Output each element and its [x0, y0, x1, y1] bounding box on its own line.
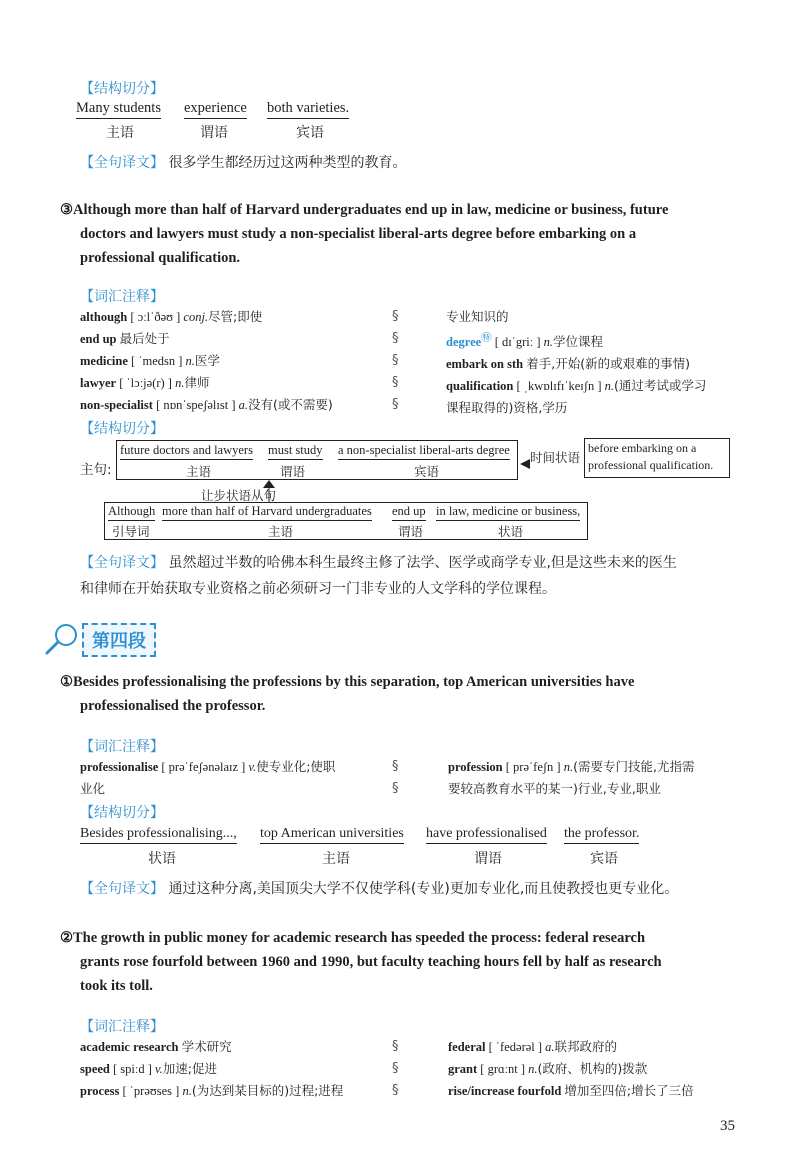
trans-tag-4-1: 【全句译文】: [80, 881, 164, 897]
sentence-4-1-line-1: ①Besides professionalising the professions by this separation, top American universities have: [60, 674, 635, 690]
main-subject: future doctors and lawyers: [120, 443, 253, 460]
special-mark-icon: ㊕: [481, 333, 492, 344]
part-subject-label: 主语: [322, 851, 350, 867]
sentence-4-2-line-2: grants rose fourfold between 1960 and 1990, but faculty teaching hours fell by half as research: [80, 954, 662, 970]
part-adverbial: Besides professionalising...,: [80, 826, 237, 844]
part-predicate-label: 谓语: [474, 851, 502, 867]
vocab-entry: federal [ ˈfedərəl ] a.联邦政府的: [448, 1039, 618, 1054]
translation-3-line-2: 和律师在开始获取专业资格之前必须研习一门非专业的人文学科的学位课程。: [80, 581, 556, 597]
main-object: a non-specialist liberal-arts degree: [338, 443, 510, 460]
struct-tag-1: 【结构切分】: [80, 81, 164, 97]
part-object: both varieties.: [267, 100, 349, 119]
part-adverbial-label: 状语: [148, 851, 176, 867]
arrow-left-icon: [520, 454, 530, 464]
main-predicate-label: 谓语: [280, 464, 306, 479]
vocab-entry: qualification [ ˌkwɒlɪfɪˈkeɪʃn ] n.(通过考试或学习: [446, 378, 707, 394]
time-adverbial-text: before embarking on a professional qualification.: [588, 441, 714, 472]
sentence-3-line-1: ③Although more than half of Harvard undergraduates end up in law, medicine or business, future: [60, 202, 669, 218]
main-predicate: must study: [268, 443, 323, 460]
vocab-entry: lawyer [ ˈlɔːjə(r) ] n.律师: [80, 375, 210, 390]
vocab-continuation: 课程取得的)资格,学历: [446, 400, 568, 416]
sub-predicate: end up: [392, 504, 426, 521]
page-number: 35: [720, 1118, 735, 1134]
main-object-label: 宾语: [414, 464, 440, 479]
vocab-entry: non-specialist [ nɒnˈspeʃəlɪst ] a.没有(或不需要): [80, 397, 333, 412]
magnifier-icon: [44, 622, 84, 656]
vocab-entry: grant [ grɑːnt ] n.(政府、机构的)拨款: [448, 1061, 648, 1076]
vocab-entry: end up 最后处于: [80, 331, 170, 346]
part-object: the professor.: [564, 826, 639, 844]
struct-tag-4-1: 【结构切分】: [80, 805, 164, 821]
vocab-entry: rise/increase fourfold 增加至四倍;增长了三倍: [448, 1083, 694, 1098]
sub-adverbial: in law, medicine or business,: [436, 504, 580, 521]
sentence-3-line-3: professional qualification.: [80, 250, 241, 266]
part-subject: Many students: [76, 100, 161, 119]
sub-subject: more than half of Harvard undergraduates: [162, 504, 372, 521]
translation-4-1: 【全句译文】 通过这种分离,美国顶尖大学不仅使学科(专业)更加专业化,而且使教授也更专业化。: [80, 881, 679, 897]
vocab-divider-3: § § § § §: [392, 309, 399, 412]
sentence-3-number: ③: [60, 202, 73, 218]
vocab-entry: although [ ɔːlˈðəʊ ] conj.尽管;即使: [80, 309, 263, 324]
part-predicate: experience: [184, 100, 247, 119]
trans-tag-1: 【全句译文】: [80, 155, 164, 171]
vocab-divider-4-1: § §: [392, 759, 399, 796]
sub-adverbial-label: 状语: [498, 524, 524, 539]
translation-1: [80, 150, 406, 176]
trans-tag-3: 【全句译文】: [80, 555, 164, 571]
vocab-entry: process [ ˈprəʊses ] n.(为达到某目标的)过程;进程: [80, 1083, 344, 1098]
vocab-right-3: [446, 306, 706, 419]
vocab-left-4-1: professionalise [ prəˈfeʃənəlaɪz ] v.使专业化;使职 业化: [80, 759, 336, 796]
sub-subject-label: 主语: [268, 524, 294, 539]
part-object-label: 宾语: [590, 851, 618, 867]
sub-conjunction: Although: [108, 504, 155, 521]
vocab-divider-4-2: § § §: [392, 1039, 399, 1098]
translation-3-line-1: 【全句译文】 虽然超过半数的哈佛本科生最终主修了法学、医学或商学专业,但是这些未来的医生: [80, 555, 677, 571]
sentence-4-1-number: ①: [60, 674, 73, 690]
part-predicate: have professionalised: [426, 826, 547, 844]
vocab-right-4-1: profession [ prəˈfeʃn ] n.(需要专门技能,尤指需 要较高教育水平的某一)行业,专业,职业: [448, 759, 695, 796]
main-subject-label: 主语: [186, 464, 212, 479]
part-subject: top American universities: [260, 826, 404, 844]
main-clause-label: 主句:: [80, 462, 112, 478]
part-predicate-label: 谓语: [200, 125, 228, 141]
sentence-4-2-line-3: took its toll.: [80, 978, 153, 994]
sentence-4-2-line-1: ②The growth in public money for academic research has speeded the process: federal research: [60, 930, 646, 946]
sentence-3-line-2: doctors and lawyers must study a non-specialist liberal-arts degree before embarking on a: [80, 226, 637, 242]
vocab-left-4-2: [80, 1036, 343, 1102]
vocab-right-4-2: [448, 1036, 694, 1102]
time-adverbial-label: 时间状语: [530, 450, 581, 465]
vocab-entry: embark on sth 着手,开始(新的或艰难的事情): [446, 356, 690, 372]
vocab-left-3: [80, 306, 333, 416]
vocab-entry: medicine [ ˈmedsn ] n.医学: [80, 353, 220, 368]
part-subject-label: 主语: [106, 125, 134, 141]
translation-text-1: 很多学生都经历过这两种类型的教育。: [168, 155, 407, 171]
sentence-4-2-number: ②: [60, 930, 73, 946]
vocab-tag-4-2: 【词汇注释】: [80, 1019, 164, 1035]
vocab-tag-3: 【词汇注释】: [80, 289, 164, 305]
struct-tag-3: 【结构切分】: [80, 421, 164, 437]
vocab-entry: speed [ spiːd ] v.加速;促进: [80, 1061, 217, 1076]
vocab-entry: degree㊕ [ dɪˈgriː ] n.学位课程: [446, 333, 604, 350]
concession-label: 让步状语从句: [201, 488, 277, 503]
sub-predicate-label: 谓语: [398, 524, 424, 539]
vocab-continuation: 专业知识的: [446, 309, 509, 324]
sentence-4-1-line-2: professionalised the professor.: [80, 698, 266, 714]
part-object-label: 宾语: [296, 125, 324, 141]
vocab-entry: academic research 学术研究: [80, 1039, 232, 1054]
section-title: 第四段: [82, 623, 156, 657]
vocab-tag-4-1: 【词汇注释】: [80, 739, 164, 755]
sub-conjunction-label: 引导词: [112, 524, 150, 539]
